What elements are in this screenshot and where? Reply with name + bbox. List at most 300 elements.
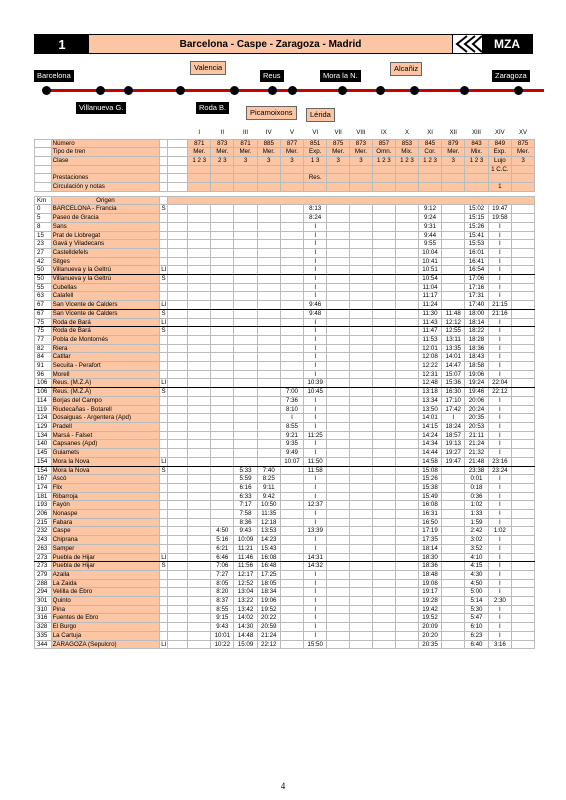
column-label: IX bbox=[381, 130, 387, 137]
time-cell bbox=[188, 266, 211, 275]
time-cell bbox=[372, 553, 395, 562]
time-cell bbox=[350, 414, 373, 423]
time-cell: I bbox=[488, 318, 512, 327]
spacer-cell bbox=[168, 335, 188, 344]
time-cell bbox=[350, 222, 373, 231]
station-name: Castelldefels bbox=[51, 248, 160, 257]
info-cell: 3 bbox=[512, 156, 535, 165]
station-name: Villanueva y la Geltrú bbox=[51, 266, 160, 275]
arrival-departure-flag: S bbox=[161, 562, 166, 570]
info-cell bbox=[395, 183, 418, 192]
time-cell bbox=[234, 301, 257, 310]
time-cell bbox=[512, 414, 535, 423]
time-cell: 21:11 bbox=[465, 431, 488, 440]
spacer-cell bbox=[168, 510, 188, 519]
spacer-cell bbox=[35, 130, 52, 139]
km-cell: 23 bbox=[35, 240, 52, 249]
time-cell bbox=[512, 379, 535, 388]
column-label: I bbox=[198, 130, 201, 137]
column-label: XI bbox=[427, 130, 433, 137]
time-cell bbox=[350, 588, 373, 597]
time-cell bbox=[327, 388, 350, 397]
time-cell bbox=[211, 248, 234, 257]
time-cell: 9:21 bbox=[280, 431, 303, 440]
time-cell: 15:36 bbox=[442, 379, 465, 388]
table-row bbox=[35, 379, 535, 388]
station-name: Borjas del Campo bbox=[51, 396, 160, 405]
time-cell: 21:15 bbox=[488, 301, 512, 310]
station-name: Calafell bbox=[51, 292, 160, 301]
time-cell bbox=[188, 257, 211, 266]
info-cell bbox=[465, 165, 488, 174]
time-cell bbox=[372, 562, 395, 571]
time-cell bbox=[211, 379, 234, 388]
km-cell: 263 bbox=[35, 544, 52, 553]
station-name: Gavá y Viladecans bbox=[51, 240, 160, 249]
time-cell bbox=[211, 510, 234, 519]
time-cell bbox=[280, 370, 303, 379]
km-cell: 42 bbox=[35, 257, 52, 266]
time-cell bbox=[188, 396, 211, 405]
time-cell: 13:42 bbox=[234, 605, 257, 614]
km-cell: 8 bbox=[35, 222, 52, 231]
time-cell bbox=[372, 379, 395, 388]
time-cell bbox=[257, 301, 280, 310]
time-cell: 17:16 bbox=[465, 283, 488, 292]
time-cell bbox=[257, 423, 280, 432]
time-cell bbox=[280, 597, 303, 606]
station-name: Velilla de Ebro bbox=[51, 588, 160, 597]
time-cell: 9:49 bbox=[280, 449, 303, 458]
table-row bbox=[35, 431, 535, 440]
time-cell bbox=[372, 440, 395, 449]
time-cell bbox=[512, 301, 535, 310]
station-dot bbox=[460, 86, 469, 95]
time-cell bbox=[280, 570, 303, 579]
time-cell bbox=[327, 597, 350, 606]
info-cell bbox=[188, 174, 211, 183]
time-cell bbox=[372, 309, 395, 318]
time-cell bbox=[234, 318, 257, 327]
time-cell: 20:20 bbox=[418, 631, 441, 640]
info-cell bbox=[442, 165, 465, 174]
time-cell bbox=[395, 562, 418, 571]
time-cell bbox=[327, 449, 350, 458]
time-cell bbox=[327, 327, 350, 336]
time-cell: 12:48 bbox=[418, 379, 441, 388]
time-cell bbox=[395, 536, 418, 545]
station-name: La Cartuja bbox=[51, 631, 160, 640]
time-cell bbox=[395, 222, 418, 231]
time-cell bbox=[350, 483, 373, 492]
time-cell bbox=[512, 623, 535, 632]
table-row bbox=[35, 501, 535, 510]
km-cell: 215 bbox=[35, 518, 52, 527]
time-cell bbox=[257, 318, 280, 327]
time-cell bbox=[395, 440, 418, 449]
time-cell bbox=[372, 536, 395, 545]
time-cell bbox=[442, 301, 465, 310]
time-cell: 15:53 bbox=[465, 240, 488, 249]
time-cell: 12:55 bbox=[442, 327, 465, 336]
station-name: Paseo de Gracia bbox=[51, 214, 160, 223]
arrival-departure-flag bbox=[160, 631, 168, 640]
time-cell bbox=[442, 475, 465, 484]
time-cell bbox=[257, 449, 280, 458]
time-cell bbox=[234, 327, 257, 336]
time-cell bbox=[188, 562, 211, 571]
time-cell bbox=[327, 527, 350, 536]
time-cell bbox=[395, 214, 418, 223]
station-dot bbox=[230, 86, 239, 95]
time-cell bbox=[327, 248, 350, 257]
time-cell bbox=[395, 301, 418, 310]
time-cell: I bbox=[488, 475, 512, 484]
table-row bbox=[35, 597, 535, 606]
time-cell: 17:06 bbox=[465, 275, 488, 284]
km-cell: 67 bbox=[35, 301, 52, 310]
time-cell: 17:31 bbox=[465, 292, 488, 301]
time-cell: 20:53 bbox=[465, 423, 488, 432]
time-cell bbox=[234, 457, 257, 466]
time-cell bbox=[442, 214, 465, 223]
time-cell bbox=[188, 623, 211, 632]
time-cell: 11:17 bbox=[418, 292, 441, 301]
time-cell: 9:12 bbox=[418, 205, 441, 214]
station-label-picamoixons: Picamoixons bbox=[246, 106, 297, 120]
arrival-departure-flag bbox=[160, 231, 168, 240]
time-cell bbox=[327, 440, 350, 449]
time-cell bbox=[234, 388, 257, 397]
time-cell bbox=[372, 240, 395, 249]
time-cell bbox=[442, 292, 465, 301]
time-cell: I bbox=[304, 266, 327, 275]
time-cell bbox=[442, 597, 465, 606]
time-cell: I bbox=[280, 414, 303, 423]
station-name: Roda de Bará bbox=[51, 318, 160, 327]
arrival-departure-flag bbox=[160, 405, 168, 414]
spacer-cell bbox=[168, 156, 188, 165]
time-cell: I bbox=[488, 536, 512, 545]
time-cell bbox=[234, 379, 257, 388]
info-label: Clase bbox=[51, 156, 160, 165]
time-cell bbox=[395, 388, 418, 397]
time-cell: 10:54 bbox=[418, 275, 441, 284]
time-cell bbox=[512, 405, 535, 414]
time-cell bbox=[350, 231, 373, 240]
time-cell bbox=[395, 327, 418, 336]
time-cell: 2:42 bbox=[465, 527, 488, 536]
time-cell bbox=[372, 623, 395, 632]
time-cell bbox=[280, 640, 303, 649]
time-cell: 10:09 bbox=[234, 536, 257, 545]
time-cell: 10:39 bbox=[304, 379, 327, 388]
time-cell: I bbox=[488, 562, 512, 571]
spacer-cell bbox=[168, 483, 188, 492]
time-cell bbox=[327, 222, 350, 231]
time-cell bbox=[257, 388, 280, 397]
time-cell bbox=[188, 414, 211, 423]
time-cell bbox=[280, 309, 303, 318]
info-cell: 1 2 3 bbox=[188, 156, 211, 165]
time-cell bbox=[512, 518, 535, 527]
time-cell: I bbox=[304, 475, 327, 484]
time-cell bbox=[280, 379, 303, 388]
station-name: Sans bbox=[51, 222, 160, 231]
time-cell bbox=[372, 388, 395, 397]
km-cell: 124 bbox=[35, 414, 52, 423]
time-cell bbox=[211, 327, 234, 336]
time-cell bbox=[372, 301, 395, 310]
time-cell bbox=[188, 353, 211, 362]
time-cell: 14:01 bbox=[418, 414, 441, 423]
station-label-barcelona: Barcelona bbox=[34, 70, 74, 82]
time-cell bbox=[280, 466, 303, 475]
time-cell bbox=[188, 248, 211, 257]
time-cell bbox=[442, 623, 465, 632]
info-cell: Mix. bbox=[395, 148, 418, 157]
time-cell bbox=[234, 283, 257, 292]
time-cell bbox=[211, 353, 234, 362]
info-cell bbox=[395, 174, 418, 183]
time-cell bbox=[372, 579, 395, 588]
time-cell: 11:50 bbox=[304, 457, 327, 466]
station-dot bbox=[96, 86, 105, 95]
arrival-departure-flag: S bbox=[161, 205, 166, 213]
info-cell bbox=[257, 183, 280, 192]
time-cell: 19:47 bbox=[442, 457, 465, 466]
spacer-cell bbox=[168, 266, 188, 275]
spacer-cell bbox=[168, 148, 188, 157]
time-cell: 7:00 bbox=[280, 388, 303, 397]
table-row bbox=[35, 492, 535, 501]
time-cell bbox=[188, 579, 211, 588]
time-cell bbox=[234, 344, 257, 353]
time-cell: 5:47 bbox=[465, 614, 488, 623]
station-name: Guiamets bbox=[51, 449, 160, 458]
table-row bbox=[35, 275, 535, 284]
spacer-cell bbox=[35, 148, 52, 157]
arrival-departure-flag bbox=[160, 483, 168, 492]
time-cell bbox=[327, 466, 350, 475]
time-cell bbox=[234, 222, 257, 231]
time-cell bbox=[188, 231, 211, 240]
time-cell bbox=[395, 475, 418, 484]
arrival-departure-flag: S bbox=[161, 327, 166, 335]
time-cell: 8:20 bbox=[211, 588, 234, 597]
time-cell bbox=[395, 405, 418, 414]
time-cell bbox=[395, 414, 418, 423]
time-cell bbox=[350, 205, 373, 214]
time-cell bbox=[372, 318, 395, 327]
time-cell: 18:14 bbox=[418, 544, 441, 553]
time-cell bbox=[372, 492, 395, 501]
station-name: Sitges bbox=[51, 257, 160, 266]
time-cell bbox=[442, 266, 465, 275]
info-cell bbox=[418, 174, 441, 183]
station-name: Mora la Nova bbox=[51, 457, 160, 466]
time-cell bbox=[188, 536, 211, 545]
km-cell: 67 bbox=[35, 309, 52, 318]
time-cell bbox=[372, 335, 395, 344]
time-cell: 11:24 bbox=[418, 301, 441, 310]
time-cell: I bbox=[304, 396, 327, 405]
time-cell: I bbox=[304, 362, 327, 371]
time-cell bbox=[211, 518, 234, 527]
time-cell: 12:22 bbox=[418, 362, 441, 371]
time-cell bbox=[257, 362, 280, 371]
time-cell: I bbox=[304, 449, 327, 458]
time-cell: 19:42 bbox=[418, 605, 441, 614]
time-cell bbox=[280, 483, 303, 492]
station-dot bbox=[124, 86, 133, 95]
info-cell bbox=[188, 183, 211, 192]
time-cell bbox=[395, 457, 418, 466]
time-cell: 19:27 bbox=[442, 449, 465, 458]
info-cell: Mer. bbox=[442, 148, 465, 157]
time-cell bbox=[234, 423, 257, 432]
time-cell bbox=[211, 205, 234, 214]
time-cell bbox=[327, 344, 350, 353]
time-cell: I bbox=[488, 588, 512, 597]
time-cell: 18:36 bbox=[465, 344, 488, 353]
spacer-cell bbox=[160, 139, 168, 148]
time-cell bbox=[188, 597, 211, 606]
time-cell: 14:30 bbox=[234, 623, 257, 632]
time-cell: 6:16 bbox=[234, 483, 257, 492]
table-row bbox=[35, 405, 535, 414]
time-cell bbox=[257, 240, 280, 249]
time-cell bbox=[211, 231, 234, 240]
info-cell: 871 bbox=[188, 139, 211, 148]
spacer-cell bbox=[168, 309, 188, 318]
time-cell bbox=[188, 214, 211, 223]
spacer-cell bbox=[168, 544, 188, 553]
time-cell bbox=[211, 214, 234, 223]
info-cell bbox=[188, 165, 211, 174]
time-cell: I bbox=[304, 623, 327, 632]
km-cell: 114 bbox=[35, 396, 52, 405]
km-cell: 174 bbox=[35, 483, 52, 492]
table-row bbox=[35, 370, 535, 379]
time-cell bbox=[257, 231, 280, 240]
info-cell bbox=[211, 174, 234, 183]
table-row bbox=[35, 344, 535, 353]
arrival-departure-flag bbox=[160, 518, 168, 527]
time-cell bbox=[350, 275, 373, 284]
spacer-cell bbox=[35, 156, 52, 165]
time-cell: 14:48 bbox=[234, 631, 257, 640]
time-cell: I bbox=[304, 570, 327, 579]
arrival-departure-flag bbox=[160, 431, 168, 440]
time-cell: 8:25 bbox=[257, 475, 280, 484]
time-cell: 2:30 bbox=[488, 597, 512, 606]
time-cell bbox=[395, 544, 418, 553]
time-cell: 19:46 bbox=[465, 388, 488, 397]
column-label: VII bbox=[334, 130, 342, 137]
time-cell bbox=[395, 335, 418, 344]
time-cell: 19:52 bbox=[257, 605, 280, 614]
spacer-cell bbox=[160, 130, 168, 139]
station-name: Secuita - Perafort bbox=[51, 362, 160, 371]
time-cell bbox=[395, 483, 418, 492]
time-cell: I bbox=[304, 370, 327, 379]
time-cell bbox=[350, 335, 373, 344]
time-cell: I bbox=[304, 492, 327, 501]
time-cell: I bbox=[488, 614, 512, 623]
km-cell: 288 bbox=[35, 579, 52, 588]
info-cell bbox=[418, 183, 441, 192]
time-cell: I bbox=[488, 353, 512, 362]
spacer-cell bbox=[160, 174, 168, 183]
station-name: Ribarroja bbox=[51, 492, 160, 501]
station-name: Roda de Bará bbox=[51, 327, 160, 336]
time-cell: 5:30 bbox=[465, 605, 488, 614]
time-cell: I bbox=[442, 414, 465, 423]
km-cell: 84 bbox=[35, 353, 52, 362]
time-cell bbox=[512, 579, 535, 588]
time-cell: 11:47 bbox=[418, 327, 441, 336]
time-cell bbox=[188, 327, 211, 336]
km-cell: 106 bbox=[35, 388, 52, 397]
station-label-alcaniz: Alcañiz bbox=[390, 62, 422, 76]
arrival-departure-flag: Ll bbox=[161, 553, 167, 561]
time-cell bbox=[350, 388, 373, 397]
arrival-departure-flag bbox=[160, 240, 168, 249]
time-cell bbox=[512, 240, 535, 249]
time-cell: 7:06 bbox=[211, 562, 234, 571]
station-name: La Zaida bbox=[51, 579, 160, 588]
time-cell: 7:17 bbox=[234, 501, 257, 510]
station-name: Azaila bbox=[51, 570, 160, 579]
column-label: X bbox=[404, 130, 409, 137]
spacer-cell bbox=[168, 362, 188, 371]
km-cell: 134 bbox=[35, 431, 52, 440]
spacer-cell bbox=[168, 597, 188, 606]
km-header-row bbox=[35, 196, 535, 205]
spacer-cell bbox=[168, 257, 188, 266]
time-cell: 13:11 bbox=[442, 335, 465, 344]
time-cell bbox=[350, 327, 373, 336]
time-cell: 16:31 bbox=[418, 510, 441, 519]
time-cell: I bbox=[304, 614, 327, 623]
time-cell bbox=[188, 466, 211, 475]
time-cell bbox=[280, 231, 303, 240]
time-cell bbox=[372, 414, 395, 423]
time-cell: 8:55 bbox=[211, 605, 234, 614]
info-cell: 3 bbox=[257, 156, 280, 165]
spacer-cell bbox=[168, 130, 188, 139]
station-name: Flix bbox=[51, 483, 160, 492]
time-cell: I bbox=[488, 623, 512, 632]
time-cell bbox=[442, 483, 465, 492]
time-cell: 4:50 bbox=[465, 579, 488, 588]
time-cell bbox=[512, 588, 535, 597]
time-cell bbox=[512, 335, 535, 344]
time-cell bbox=[442, 570, 465, 579]
time-cell bbox=[395, 510, 418, 519]
time-cell bbox=[442, 466, 465, 475]
time-cell bbox=[327, 518, 350, 527]
time-cell bbox=[211, 292, 234, 301]
time-cell bbox=[372, 631, 395, 640]
time-cell: I bbox=[488, 240, 512, 249]
time-cell: 12:31 bbox=[418, 370, 441, 379]
spacer-cell bbox=[35, 174, 52, 183]
time-cell: 9:15 bbox=[211, 614, 234, 623]
info-row bbox=[35, 165, 535, 174]
info-row bbox=[35, 156, 535, 165]
